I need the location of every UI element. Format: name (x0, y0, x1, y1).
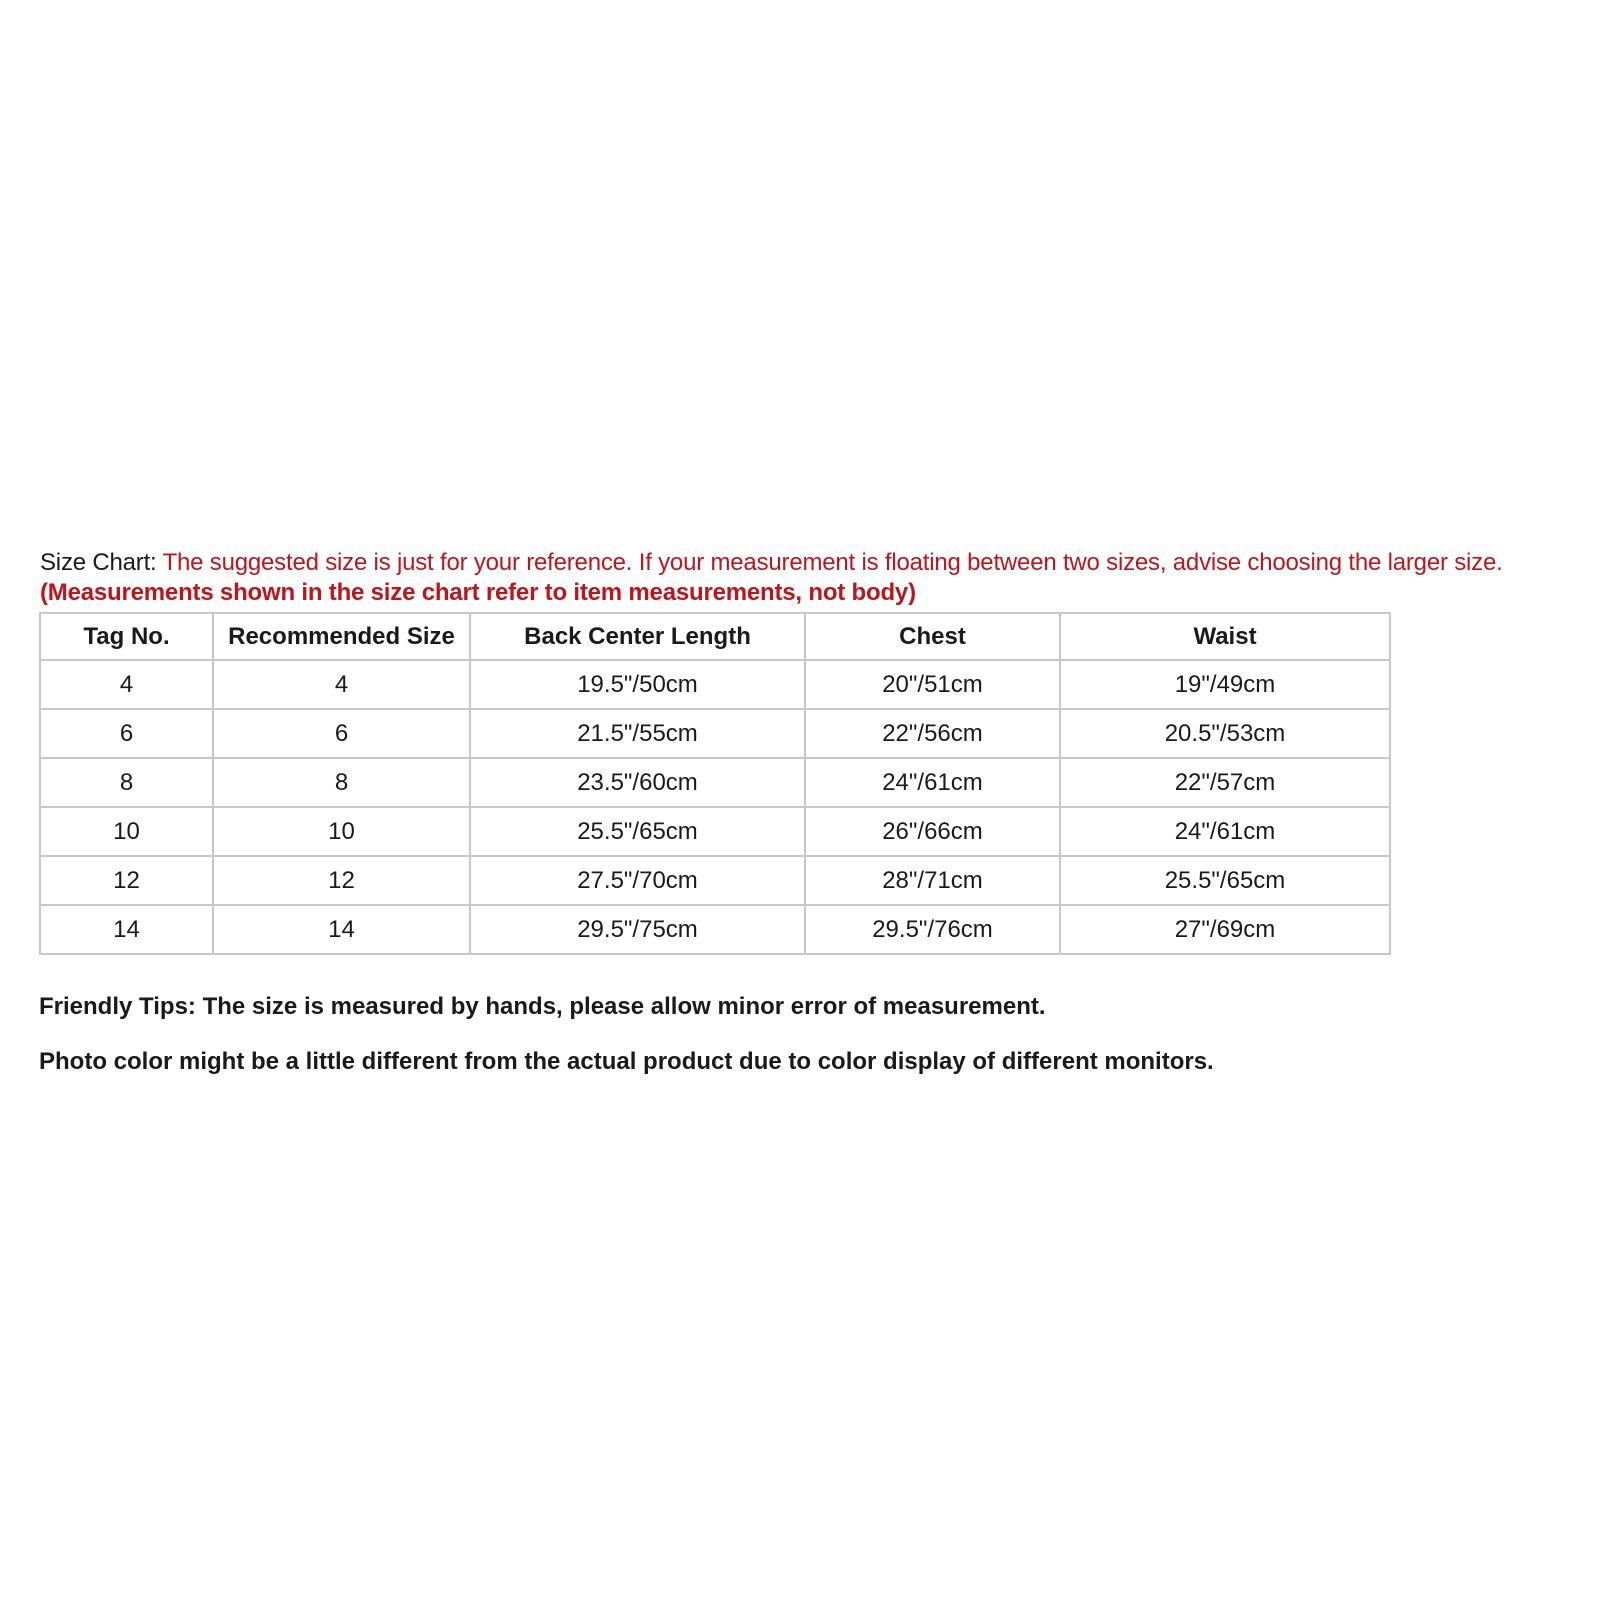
table-header-row (40, 613, 1390, 660)
table-row (40, 856, 1390, 905)
table-row (40, 709, 1390, 758)
cell-chest: 26"/66cm (805, 807, 1060, 856)
header-chest: Chest (805, 613, 1060, 660)
cell-recommended-size: 6 (213, 709, 470, 758)
size-chart-label: Size Chart (40, 549, 151, 576)
cell-chest: 24"/61cm (805, 758, 1060, 807)
cell-chest: 29.5"/76cm (805, 905, 1060, 954)
cell-waist: 27"/69cm (1060, 905, 1390, 954)
size-reference-note: The suggested size is just for your reference. If your measurement is floating between two sizes, advise choosing the larger size. (162, 549, 1503, 576)
cell-recommended-size: 10 (213, 807, 470, 856)
friendly-tips: Friendly Tips: The size is measured by hands, please allow minor error of measurement. (39, 993, 1046, 1020)
header-waist: Waist (1060, 613, 1390, 660)
cell-tag-no: 14 (40, 905, 213, 954)
cell-waist: 19"/49cm (1060, 660, 1390, 709)
table-row (40, 660, 1390, 709)
cell-chest: 20"/51cm (805, 660, 1060, 709)
cell-tag-no: 4 (40, 660, 213, 709)
photo-color-note: Photo color might be a little different from the actual product due to color display of different monitors. (39, 1048, 1214, 1075)
intro-separator: : (150, 549, 163, 576)
cell-recommended-size: 12 (213, 856, 470, 905)
measurement-disclaimer: (Measurements shown in the size chart refer to item measurements, not body) (40, 579, 916, 606)
header-recommended-size: Recommended Size (213, 613, 470, 660)
size-chart-table (39, 612, 1391, 955)
cell-chest: 28"/71cm (805, 856, 1060, 905)
cell-waist: 22"/57cm (1060, 758, 1390, 807)
cell-chest: 22"/56cm (805, 709, 1060, 758)
cell-back-center-length: 25.5"/65cm (470, 807, 805, 856)
cell-back-center-length: 19.5"/50cm (470, 660, 805, 709)
cell-back-center-length: 23.5"/60cm (470, 758, 805, 807)
table-row (40, 758, 1390, 807)
table-row (40, 905, 1390, 954)
cell-waist: 24"/61cm (1060, 807, 1390, 856)
table-row (40, 807, 1390, 856)
cell-back-center-length: 27.5"/70cm (470, 856, 805, 905)
cell-recommended-size: 4 (213, 660, 470, 709)
cell-waist: 20.5"/53cm (1060, 709, 1390, 758)
cell-recommended-size: 8 (213, 758, 470, 807)
cell-waist: 25.5"/65cm (1060, 856, 1390, 905)
cell-tag-no: 6 (40, 709, 213, 758)
cell-tag-no: 10 (40, 807, 213, 856)
header-tag-no: Tag No. (40, 613, 213, 660)
cell-tag-no: 12 (40, 856, 213, 905)
header-back-center-length: Back Center Length (470, 613, 805, 660)
cell-recommended-size: 14 (213, 905, 470, 954)
cell-back-center-length: 21.5"/55cm (470, 709, 805, 758)
cell-back-center-length: 29.5"/75cm (470, 905, 805, 954)
size-chart-intro (40, 548, 1585, 608)
cell-tag-no: 8 (40, 758, 213, 807)
